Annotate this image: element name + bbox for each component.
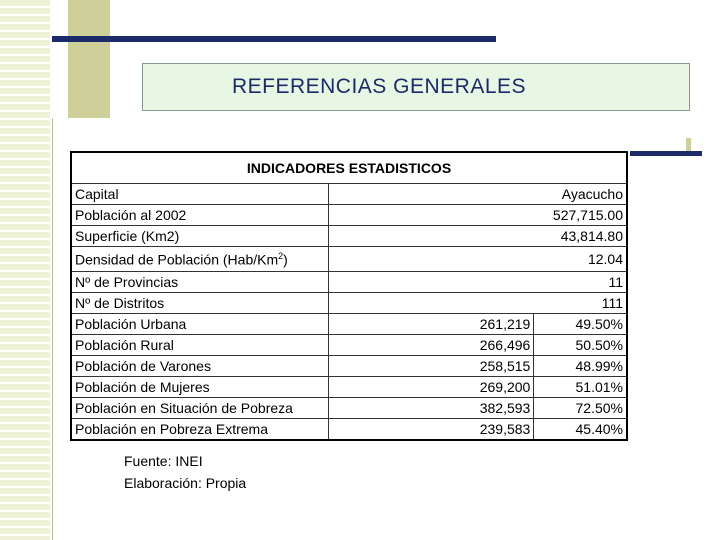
- table-header-row: [71, 152, 627, 184]
- row-label: Nº de Provincias: [71, 272, 328, 293]
- row-label: Población Rural: [71, 335, 328, 356]
- table-row: [71, 314, 627, 335]
- row-value: 111: [328, 293, 627, 314]
- table-row: [71, 377, 627, 398]
- elaboration-note: Elaboración: Propia: [124, 475, 247, 491]
- source-note: Fuente: INEI: [124, 453, 203, 469]
- row-value: 43,814.80: [328, 226, 627, 247]
- table-row: [71, 335, 627, 356]
- table-row: [71, 184, 627, 205]
- title-box: [142, 63, 690, 111]
- row-count: 258,515: [328, 356, 534, 377]
- row-value: Ayacucho: [328, 184, 627, 205]
- density-label-sup: 2: [278, 250, 284, 261]
- table-row: [71, 247, 627, 272]
- page-title: REFERENCIAS GENERALES: [231, 75, 527, 98]
- decorative-hline: [630, 151, 702, 156]
- row-label: [71, 247, 328, 272]
- row-value: 527,715.00: [328, 205, 627, 226]
- row-percent: 50.50%: [534, 335, 627, 356]
- row-percent: 51.01%: [534, 377, 627, 398]
- row-label: Población en Pobreza Extrema: [71, 419, 328, 441]
- table-row: [71, 205, 627, 226]
- row-label: Población al 2002: [71, 205, 328, 226]
- decorative-top-bar: [52, 36, 496, 42]
- row-label: Capital: [71, 184, 328, 205]
- row-percent: 48.99%: [534, 356, 627, 377]
- row-count: 269,200: [328, 377, 534, 398]
- statistics-table: [70, 151, 628, 441]
- table-row: [71, 356, 627, 377]
- table-row: [71, 398, 627, 419]
- density-label-pre: Densidad de Población (Hab/Km: [75, 251, 279, 268]
- row-label: Superficie (Km2): [71, 226, 328, 247]
- row-percent: 49.50%: [534, 314, 627, 335]
- table-row: [71, 226, 627, 247]
- table-heading: INDICADORES ESTADISTICOS: [71, 152, 627, 184]
- row-count: 382,593: [328, 398, 534, 419]
- row-value: 12.04: [328, 247, 627, 272]
- decorative-stripe-band: [0, 0, 50, 540]
- row-percent: 45.40%: [534, 419, 627, 441]
- row-count: 266,496: [328, 335, 534, 356]
- row-label: Población en Situación de Pobreza: [71, 398, 328, 419]
- row-percent: 72.50%: [534, 398, 627, 419]
- table-row: [71, 419, 627, 441]
- table-row: [71, 293, 627, 314]
- row-value: 11: [328, 272, 627, 293]
- row-count: 261,219: [328, 314, 534, 335]
- row-count: 239,583: [328, 419, 534, 441]
- row-label: Nº de Distritos: [71, 293, 328, 314]
- row-label: Población de Varones: [71, 356, 328, 377]
- table-row: [71, 272, 627, 293]
- row-label: Población Urbana: [71, 314, 328, 335]
- row-label: Población de Mujeres: [71, 377, 328, 398]
- density-label-post: ): [283, 251, 288, 268]
- decorative-left-rule: [52, 118, 53, 540]
- decorative-olive-block: [68, 0, 110, 118]
